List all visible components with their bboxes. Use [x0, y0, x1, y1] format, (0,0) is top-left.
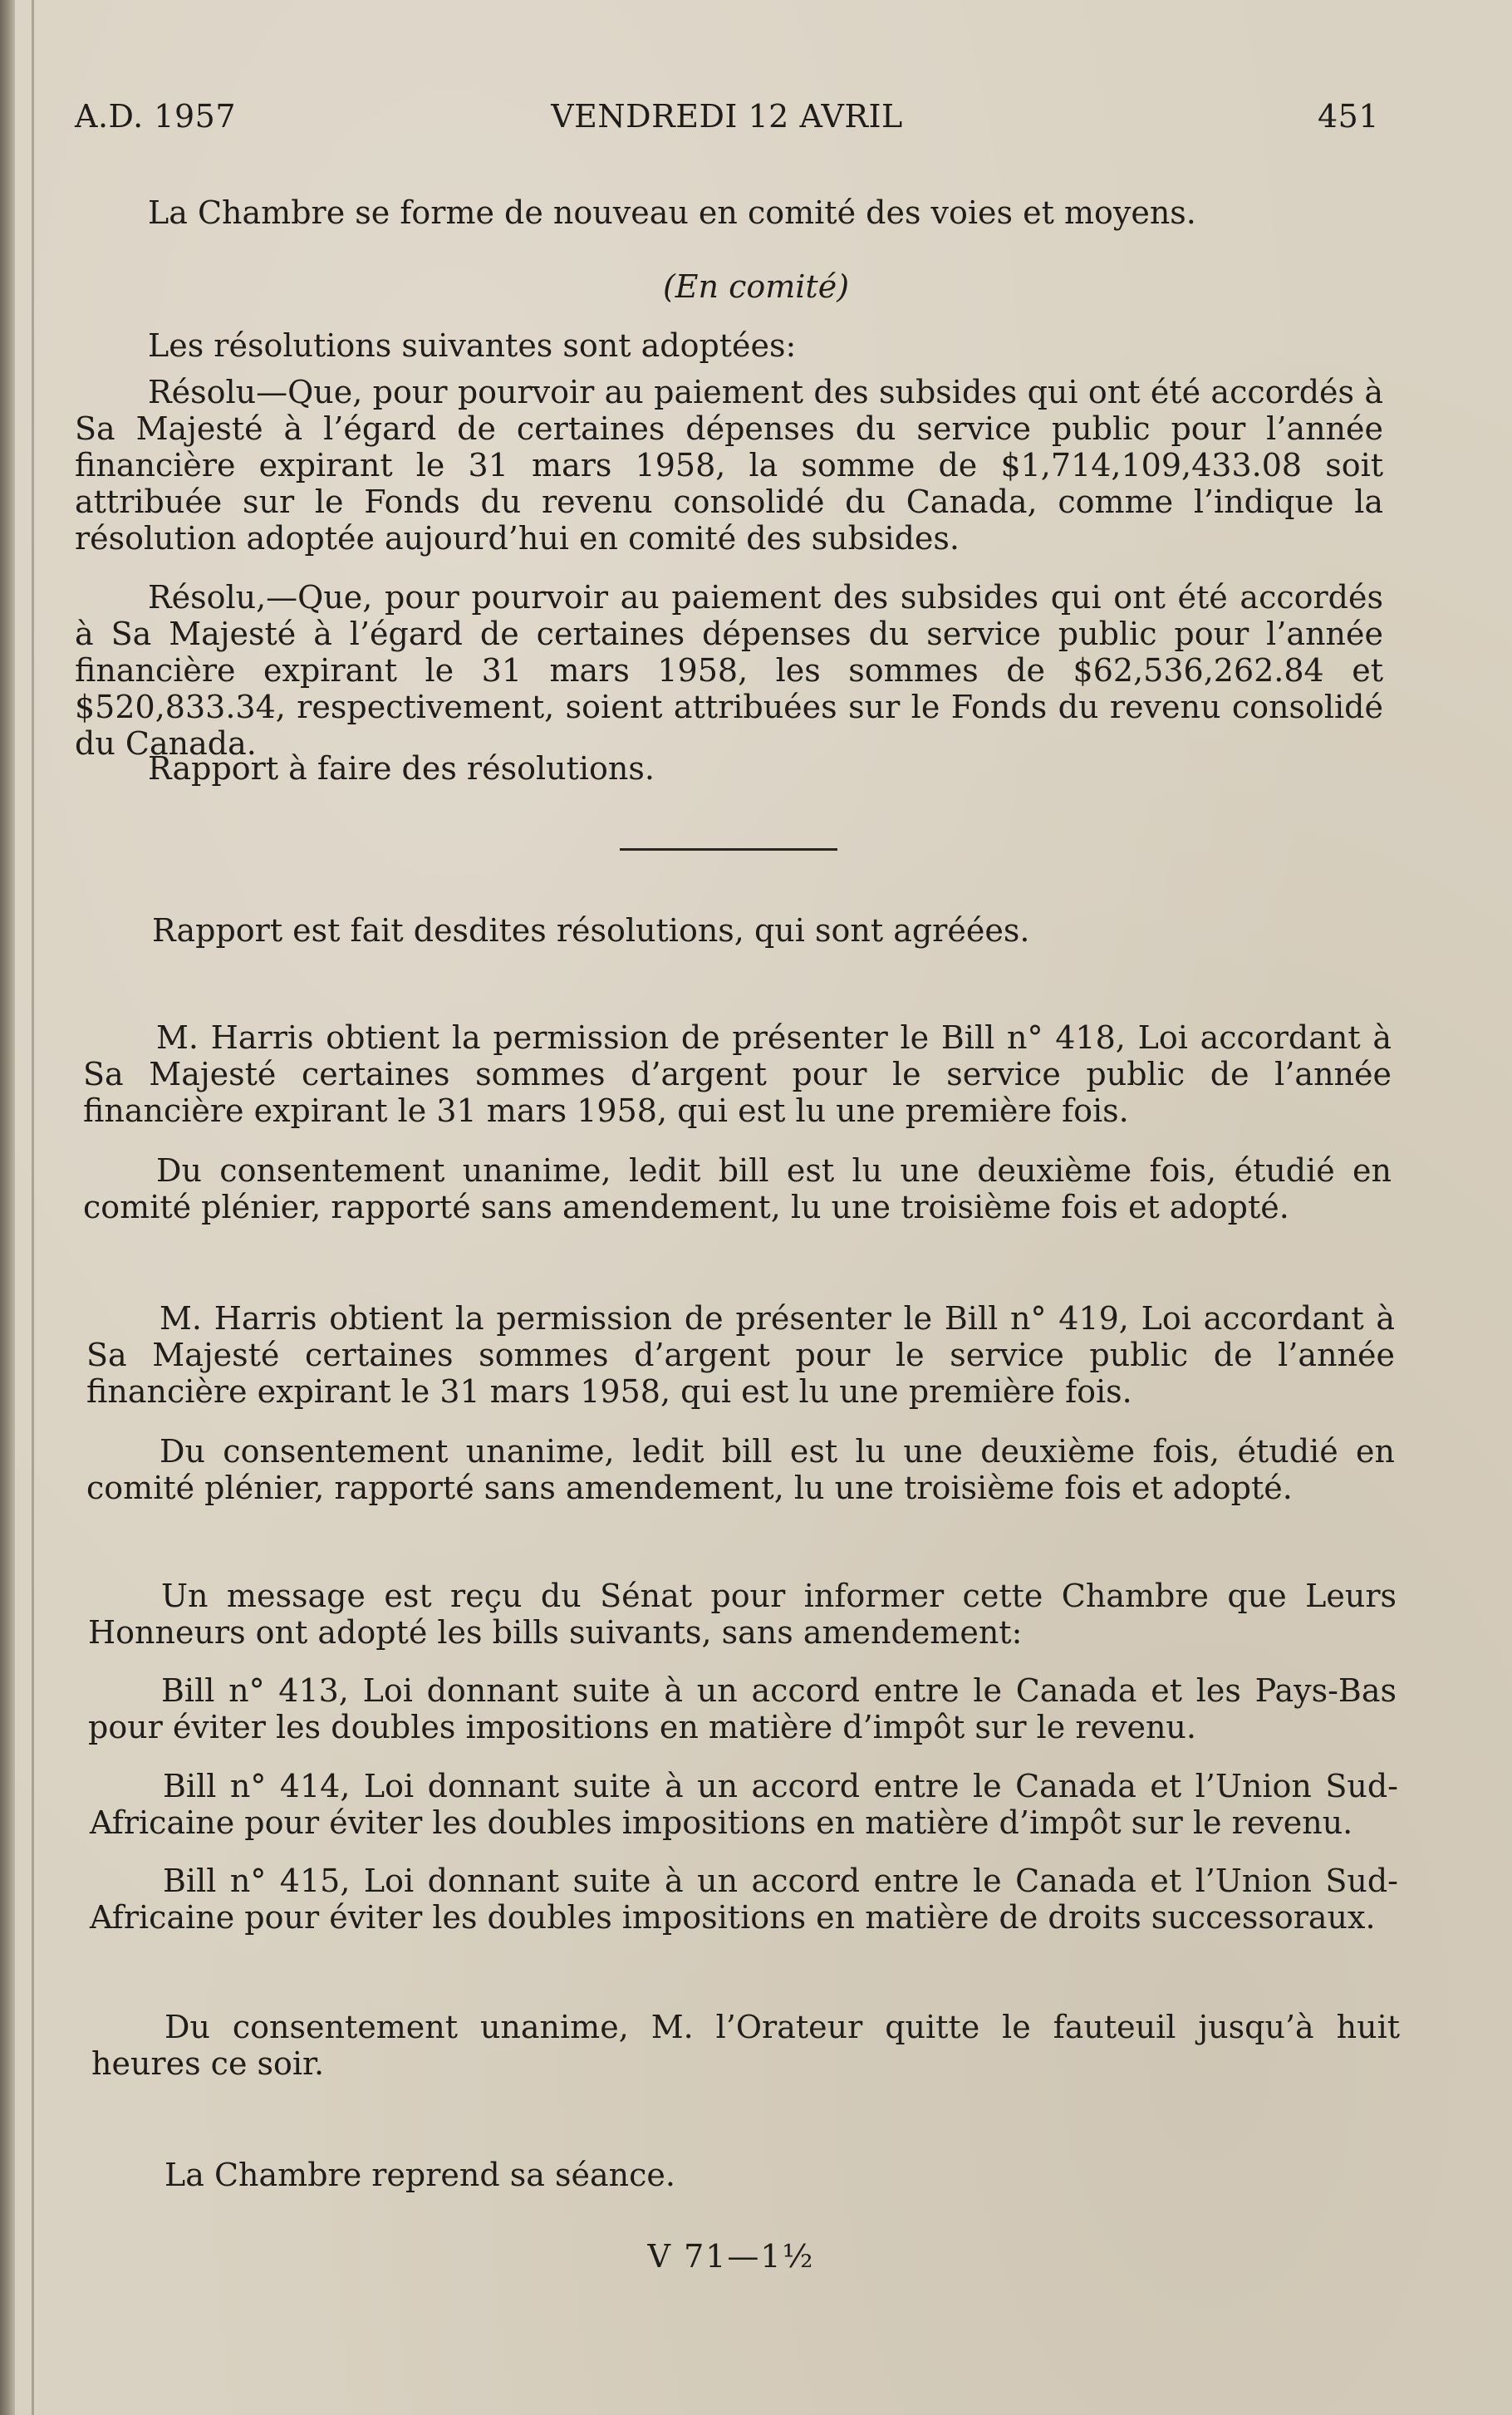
paragraph-committee-again	[75, 194, 1383, 231]
paragraph-bill-419-adopted	[86, 1433, 1395, 1506]
paragraph-text: Rapport à faire des résolutions.	[148, 750, 655, 787]
paragraph-text: La Chambre se forme de nouveau en comité des voies et moyens.	[148, 194, 1196, 231]
paragraph-resolution-1	[75, 374, 1383, 557]
paragraph-text: Du consentement unanime, ledit bill est lu une deuxième fois, étudié en comité plénier, rapporté sans amendement, lu une troisième fois et adopté.	[86, 1433, 1395, 1506]
paragraph-text: M. Harris obtient la permission de présenter le Bill n° 419, Loi accordant à Sa Majesté certaines sommes d’argent pour le service public de l’année financière expirant le 31 mars 1958, qui est lu une première fois.	[86, 1300, 1395, 1410]
paragraph-text: Résolu—Que, pour pourvoir au paiement des subsides qui ont été accordés à Sa Majesté à l’égard de certaines dépenses du service public pour l’année financière expirant le 31 mars 1958, la somme de $1,714,109,433.08 soit attribuée sur le Fonds du revenu consolidé du Canada, comme l’indique la résolution adoptée aujourd’hui en comité des subsides.	[75, 374, 1383, 557]
en-comite-heading	[0, 268, 1512, 305]
paragraph-text: Bill n° 414, Loi donnant suite à un accord entre le Canada et l’Union Sud-Africaine pour éviter les doubles impositions en matière d’impôt sur le revenu.	[90, 1768, 1398, 1841]
paragraph-bill-413	[88, 1672, 1397, 1745]
binding-shadow-line	[32, 0, 34, 2415]
paragraph-bill-414	[90, 1768, 1398, 1841]
paragraph-text: Bill n° 415, Loi donnant suite à un accord entre le Canada et l’Union Sud-Africaine pour éviter les doubles impositions en matière de droits successoraux.	[90, 1863, 1398, 1936]
paragraph-report-to-be-made	[75, 750, 1383, 787]
paragraph-text: Résolu,—Que, pour pourvoir au paiement des subsides qui ont été accordés à Sa Majesté à l’égard de certaines dépenses du service public pour l’année financière expirant le 31 mars 1958, les sommes de $62,536,262.84 et $520,833.34, respectivement, soient attribuées sur le Fonds du revenu consolidé du Canada.	[75, 579, 1383, 762]
paragraph-text: Du consentement unanime, M. l’Orateur quitte le fauteuil jusqu’à huit heures ce soir.	[91, 2009, 1400, 2082]
paragraph-bill-415	[90, 1863, 1398, 1936]
section-divider	[620, 848, 837, 851]
header-year: A.D. 1957	[75, 98, 236, 135]
paragraph-resolutions-adopted	[75, 327, 1383, 364]
paragraph-text: Les résolutions suivantes sont adoptées:	[148, 327, 797, 364]
paragraph-chamber-resumes	[91, 2157, 1400, 2193]
binding-edge	[0, 0, 15, 2415]
paragraph-text: La Chambre reprend sa séance.	[164, 2157, 675, 2193]
paragraph-text: Rapport est fait desdites résolutions, qui sont agréées.	[152, 912, 1030, 949]
paragraph-text: M. Harris obtient la permission de présenter le Bill n° 418, Loi accordant à Sa Majesté certaines sommes d’argent pour le service public de l’année financière expirant le 31 mars 1958, qui est lu une première fois.	[83, 1019, 1392, 1129]
paragraph-bill-418	[83, 1019, 1392, 1129]
paragraph-bill-419	[86, 1300, 1395, 1410]
paragraph-text: Bill n° 413, Loi donnant suite à un accord entre le Canada et les Pays-Bas pour éviter les doubles impositions en matière d’impôt sur le revenu.	[88, 1672, 1397, 1745]
paragraph-report-made	[79, 912, 1387, 949]
printer-folio: V 71—1½	[647, 2238, 815, 2275]
page-number: 451	[1317, 98, 1379, 135]
en-comite-text: (En comité)	[662, 268, 850, 305]
paragraph-senate-message	[88, 1578, 1397, 1651]
paragraph-text: Un message est reçu du Sénat pour informer cette Chambre que Leurs Honneurs ont adopté les bills suivants, sans amendement:	[88, 1578, 1397, 1651]
paragraph-resolution-2	[75, 579, 1383, 762]
paragraph-speaker-leaves	[91, 2009, 1400, 2082]
paragraph-bill-418-adopted	[83, 1152, 1392, 1225]
running-header	[75, 98, 1379, 140]
paragraph-text: Du consentement unanime, ledit bill est lu une deuxième fois, étudié en comité plénier, rapporté sans amendement, lu une troisième fois et adopté.	[83, 1152, 1392, 1225]
header-date: VENDREDI 12 AVRIL	[551, 98, 903, 135]
